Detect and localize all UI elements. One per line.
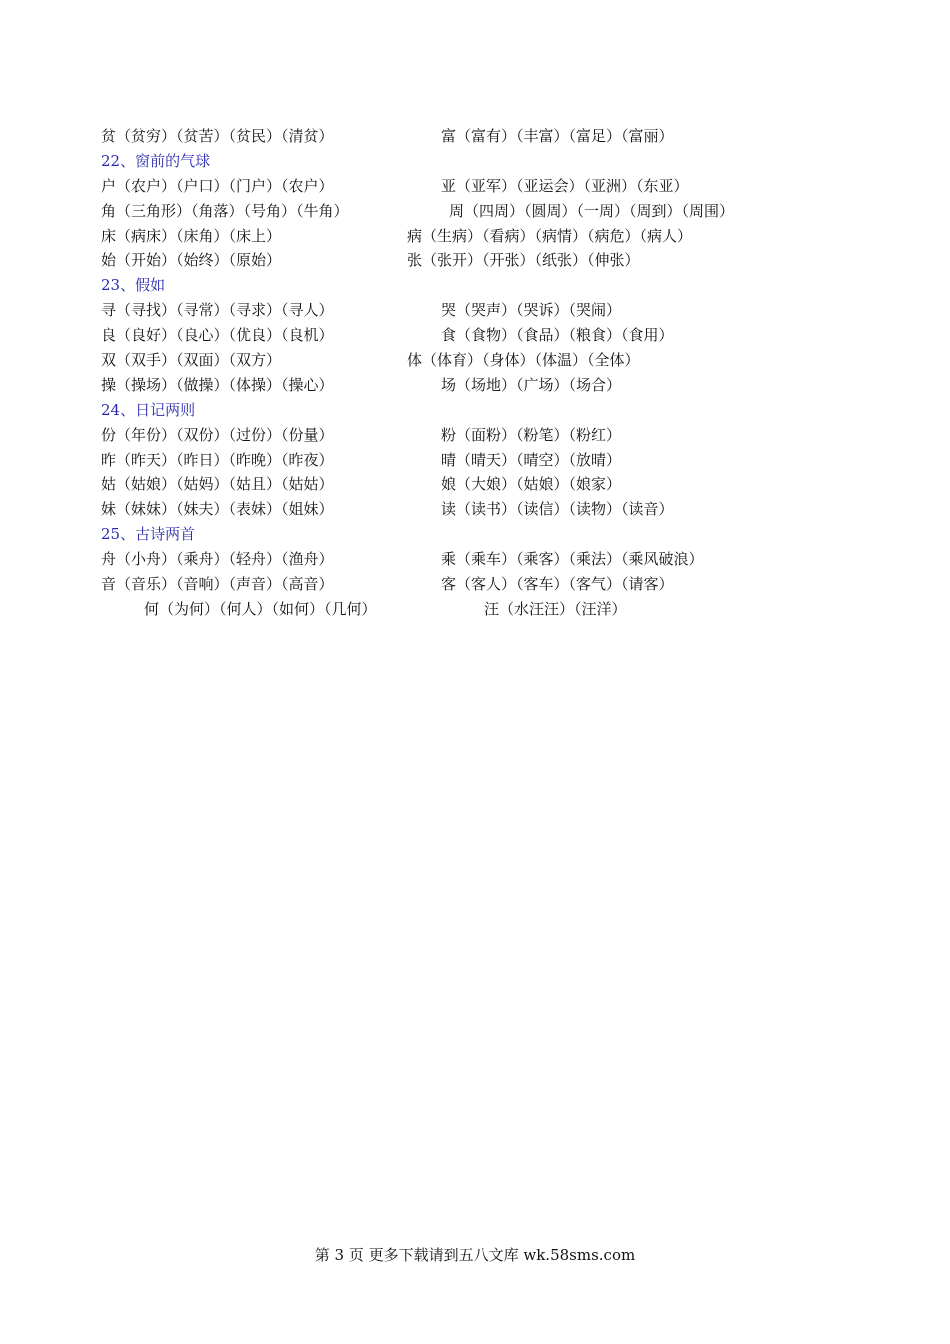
- vocab-row: [101, 124, 861, 149]
- vocab-entry-right: 张（张开）（开张）（纸张）（伸张）: [407, 251, 640, 270]
- vocab-row: [101, 174, 861, 199]
- vocab-row: [101, 224, 861, 249]
- vocab-entry-left: 床（病床）（床角）（床上）: [101, 226, 282, 245]
- vocab-row: [101, 298, 861, 323]
- vocab-entry-left: 操（操场）（做操）（体操）（操心）: [101, 375, 334, 394]
- vocab-entry-right: 病（生病）（看病）（病情）（病危）（病人）: [407, 226, 693, 245]
- vocab-row: [101, 448, 861, 473]
- vocab-entry-left: 角（三角形）（角落）（号角）（牛角）: [101, 201, 349, 220]
- vocab-row: [101, 423, 861, 448]
- vocab-entry-right: 娘（大娘）（姑娘）（娘家）: [441, 475, 622, 494]
- lesson-heading: 23、假如: [101, 276, 166, 295]
- vocab-entry-left: 舟（小舟）（乘舟）（轻舟）（渔舟）: [101, 550, 334, 569]
- vocab-entry-left: 妹（妹妹）（妹夫）（表妹）（姐妹）: [101, 500, 334, 519]
- vocab-row: [101, 472, 861, 497]
- lesson-heading: 25、古诗两首: [101, 525, 196, 544]
- vocab-entry-right: 粉（面粉）（粉笔）（粉红）: [441, 425, 622, 444]
- lesson-heading: 22、窗前的气球: [101, 151, 211, 170]
- vocab-entry-left: 寻（寻找）（寻常）（寻求）（寻人）: [101, 301, 334, 320]
- vocab-entry-left: 户（农户）（户口）（门户）（农户）: [101, 176, 334, 195]
- vocab-row: [101, 497, 861, 522]
- vocab-entry-right: 体（体育）（身体）（体温）（全体）: [407, 351, 640, 370]
- lesson-heading: 24、日记两则: [101, 400, 196, 419]
- vocab-entry-right: 场（场地）（广场）（场合）: [441, 375, 622, 394]
- vocab-row: [101, 323, 861, 348]
- vocab-row: [101, 547, 861, 572]
- vocab-entry-right: 食（食物）（食品）（粮食）（食用）: [441, 326, 674, 345]
- vocab-entry-right: 周（四周）（圆周）（一周）（周到）（周围）: [449, 201, 735, 220]
- vocab-entry-left: 音（音乐）（音响）（声音）（高音）: [101, 575, 334, 594]
- page-footer: 第 3 页 更多下载请到五八文库 wk.58sms.com: [314, 1246, 636, 1264]
- vocab-entry-left: 贫（贫穷）（贫苦）（贫民）（清贫）: [101, 127, 334, 145]
- vocab-row: [101, 373, 861, 398]
- vocabulary-list: [101, 124, 861, 622]
- vocab-entry-right: 读（读书）（读信）（读物）（读音）: [441, 500, 674, 519]
- vocab-entry-left: 何（为何）（何人）（如何）（几何）: [144, 599, 377, 618]
- vocab-entry-right: 汪（水汪汪）（汪洋）: [484, 599, 627, 618]
- vocab-row: [101, 199, 861, 224]
- vocab-entry-right: 哭（哭声）（哭诉）（哭闹）: [441, 301, 622, 320]
- vocab-entry-left: 良（良好）（良心）（优良）（良机）: [101, 326, 334, 345]
- vocab-entry-left: 双（双手）（双面）（双方）: [101, 351, 282, 370]
- vocab-entry-right: 客（客人）（客车）（客气）（请客）: [441, 575, 674, 594]
- vocab-row: [101, 572, 861, 597]
- vocab-entry-right: 亚（亚军）（亚运会）（亚洲）（东亚）: [441, 176, 689, 195]
- vocab-entry-left: 姑（姑娘）（姑妈）（姑且）（姑姑）: [101, 475, 334, 494]
- vocab-entry-left: 始（开始）（始终）（原始）: [101, 251, 282, 270]
- vocab-row: [101, 248, 861, 273]
- vocab-entry-right: 富（富有）（丰富）（富足）（富丽）: [441, 127, 674, 145]
- vocab-entry-left: 昨（昨天）（昨日）（昨晚）（昨夜）: [101, 450, 334, 469]
- vocab-row: [101, 597, 861, 622]
- vocab-entry-right: 晴（晴天）（晴空）（放晴）: [441, 450, 622, 469]
- vocab-entry-right: 乘（乘车）（乘客）（乘法）（乘风破浪）: [441, 550, 704, 569]
- vocab-row: [101, 348, 861, 373]
- vocab-entry-left: 份（年份）（双份）（过份）（份量）: [101, 425, 334, 444]
